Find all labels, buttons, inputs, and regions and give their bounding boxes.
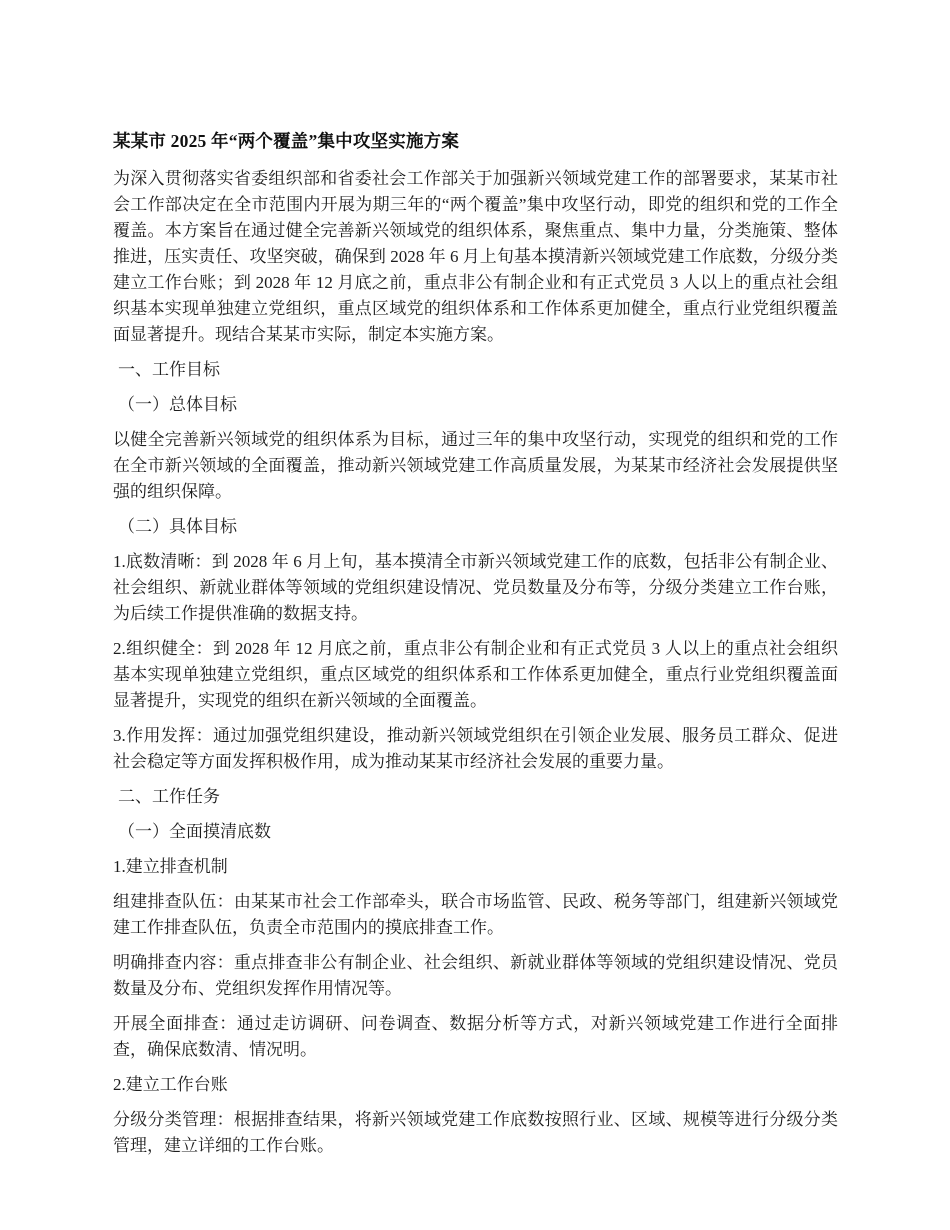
body-paragraph: 为深入贯彻落实省委组织部和省委社会工作部关于加强新兴领域党建工作的部署要求，某某市社会工作部决定在全市范围内开展为期三年的“两个覆盖”集中攻坚行动，即党的组织和党的工作全覆盖。本方案旨在通过健全完善新兴领域党的组织体系，聚焦重点、集中力量，分类施策、整体推进，压实责任、攻坚突破，确保到 2028 年 6 月上旬基本摸清新兴领域党建工作底数，分级分类建立工作台账；到 2028 年 12 月底之前，重点非公有制企业和有正式党员 3 人以上的重点社会组织基本实现单独建立党组织，重点区域党的组织体系和工作体系更加健全，重点行业党组织覆盖面显著提升。现结合某某市实际，制定本实施方案。 [113, 169, 838, 344]
section-heading: 二、工作任务 [118, 787, 220, 806]
sub-item: 开展全面排查：通过走访调研、问卷调查、数据分析等方式，对新兴领域党建工作进行全面排查，确保底数清、情况明。 [113, 1014, 838, 1059]
numbered-item: 1.建立排查机制 [113, 857, 228, 876]
subsection-heading: （二）具体目标 [118, 517, 237, 536]
numbered-item: 3.作用发挥：通过加强党组织建设，推动新兴领域党组织在引领企业发展、服务员工群众、促进社会稳定等方面发挥积极作用，成为推动某某市经济社会发展的重要力量。 [113, 726, 838, 771]
numbered-item: 1.底数清晰：到 2028 年 6 月上旬，基本摸清全市新兴领域党建工作的底数，包括非公有制企业、社会组织、新就业群体等领域的党组织建设情况、党员数量及分布等，分级分类建立工作台账，为后续工作提供准确的数据支持。 [113, 552, 838, 623]
sub-item: 明确排查内容：重点排查非公有制企业、社会组织、新就业群体等领域的党组织建设情况、党员数量及分布、党组织发挥作用情况等。 [113, 953, 838, 998]
subsection-heading: （一）总体目标 [118, 395, 237, 414]
sub-item: 分级分类管理：根据排查结果，将新兴领域党建工作底数按照行业、区域、规模等进行分级分类管理，建立详细的工作台账。 [113, 1110, 838, 1155]
numbered-item: 2.组织健全：到 2028 年 12 月底之前，重点非公有制企业和有正式党员 3 人以上的重点社会组织基本实现单独建立党组织，重点区域党的组织体系和工作体系更加健全，重点行业党组织覆盖面显著提升，实现党的组织在新兴领域的全面覆盖。 [113, 639, 838, 710]
subsection-heading: （一）全面摸清底数 [118, 822, 271, 841]
numbered-item: 2.建立工作台账 [113, 1075, 228, 1094]
document-body [113, 166, 838, 1159]
sub-item: 组建排查队伍：由某某市社会工作部牵头，联合市场监管、民政、税务等部门，组建新兴领域党建工作排查队伍，负责全市范围内的摸底排查工作。 [113, 892, 838, 937]
page-title: 某某市 2025 年“两个覆盖”集中攻坚实施方案 [113, 131, 460, 151]
section-heading: 一、工作目标 [118, 360, 220, 379]
body-paragraph: 以健全完善新兴领域党的组织体系为目标，通过三年的集中攻坚行动，实现党的组织和党的工作在全市新兴领域的全面覆盖，推动新兴领域党建工作高质量发展，为某某市经济社会发展提供坚强的组织保障。 [113, 430, 838, 501]
